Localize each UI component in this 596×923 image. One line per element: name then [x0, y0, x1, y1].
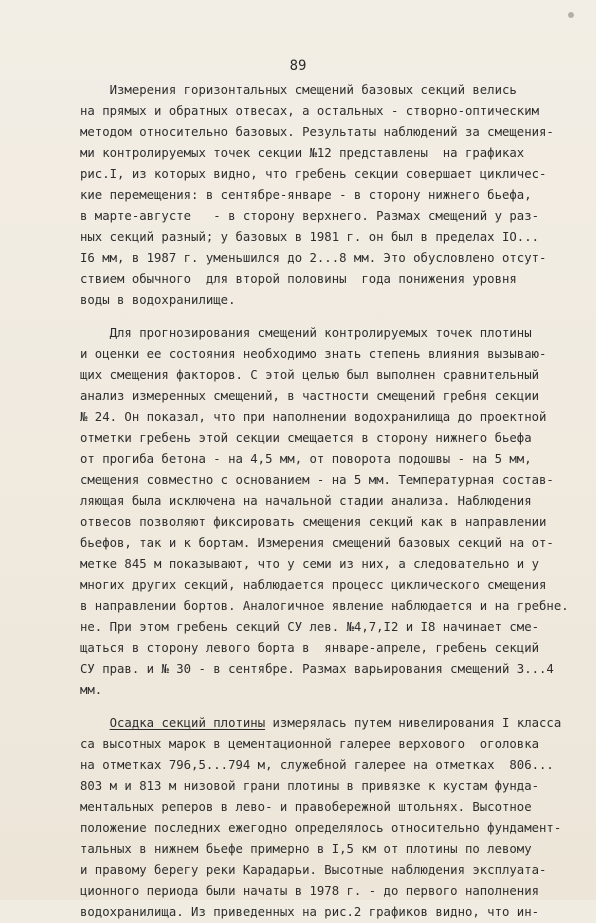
paragraph-line: на прямых и обратных отвесах, а остальных - створно-оптическим — [80, 104, 540, 118]
paragraph-line: ционного периода были начаты в 1978 г. - до первого наполнения — [80, 884, 540, 898]
paragraph-line: в марте-августе - в сторону верхнего. Размах смещений у раз- — [80, 209, 540, 223]
paragraph-line: отметки гребень этой секции смещается в сторону нижнего бьефа — [80, 431, 532, 445]
paragraph-line: СУ прав. и № 30 - в сентябре. Размах варьирования смещений 3...4 — [80, 662, 554, 676]
paragraph-line: ментальных реперов в лево- и правобережной штольнях. Высотное — [80, 800, 532, 814]
paragraph-line: анализ измеренных смещений, в частности смещений гребня секции — [80, 389, 540, 403]
paragraph-line: на отметках 796,5...794 м, служебной галерее на отметках 806... — [80, 758, 554, 772]
paragraph-line — [80, 713, 560, 734]
paragraph-line: отвесов позволяют фиксировать смещения секций как в направлении — [80, 515, 547, 529]
paragraph-line: I6 мм, в 1987 г. уменьшился до 2...8 мм. Это обусловлено отсут- — [80, 251, 547, 265]
paragraph-line: ляющая была исключена на начальной стадии анализа. Наблюдения — [80, 494, 532, 508]
paragraph-displacement-forecast — [80, 323, 569, 701]
page-number: 89 — [289, 58, 307, 74]
paragraph-line: мм. — [80, 683, 103, 697]
paragraph-line: ствием обычного для второй половины года понижения уровня — [80, 272, 517, 286]
paragraph-line: кие перемещения: в сентябре-январе - в сторону нижнего бьефа, — [80, 188, 532, 202]
paragraph-line: тальных в нижнем бьефе примерно в I,5 км от плотины по левому — [80, 842, 532, 856]
underlined-heading: Осадка секций плотины — [109, 716, 266, 730]
paragraph-line: и оценки ее состояния необходимо знать степень влияния вызываю- — [80, 347, 547, 361]
paragraph-section-settlement — [80, 713, 560, 923]
paragraph-line: са высотных марок в цементационной галерее верхового оголовка — [80, 737, 540, 751]
paragraph-line: № 24. Он показал, что при наполнении водохранилища до проектной — [80, 410, 547, 424]
paragraph-line: смещения совместно с основанием - на 5 мм. Температурная состав- — [80, 473, 554, 487]
paragraph-line: в направлении бортов. Аналогичное явление наблюдается и на гребне. — [80, 599, 569, 613]
paragraph-line: бьефов, так и к бортам. Измерения смещений базовых секций на от- — [80, 536, 554, 550]
paragraph-line: ных секций разный; у базовых в 1981 г. он был в пределах IO... — [80, 230, 540, 244]
paragraph-line: водохранилища. Из приведенных на рис.2 графиков видно, что ин- — [80, 905, 540, 919]
paragraph-line: метке 845 м показывают, что у семи из них, а следовательно и у — [80, 557, 540, 571]
paragraph-line: и правому берегу реки Карадарьи. Высотные наблюдения эксплуата- — [80, 863, 547, 877]
document-body — [80, 80, 569, 923]
paragraph-line: многих других секций, наблюдается процесс циклического смещения — [80, 578, 547, 592]
paragraph-line: Для прогнозирования смещений контролируемых точек плотины — [80, 326, 532, 340]
paragraph-line: Измерения горизонтальных смещений базовых секций велись — [80, 83, 517, 97]
paragraph-line: воды в водохранилище. — [80, 293, 236, 307]
paragraph-line: ми контролируемых точек секции №12 представлены на графиках — [80, 146, 525, 160]
heading-line-rest: измерялась путем нивелирования I класса — [265, 716, 562, 730]
paragraph-line: методом относительно базовых. Результаты наблюдений за смещения- — [80, 125, 554, 139]
paragraph-line: щаться в сторону левого борта в январе-апреле, гребень секций — [80, 641, 540, 655]
paragraph-line: щих смещения факторов. С этой целью был выполнен сравнительный — [80, 368, 540, 382]
paragraph-line: не. При этом гребень секций СУ лев. №4,7,I2 и I8 начинает сме- — [80, 620, 540, 634]
paragraph-horizontal-displacements — [80, 80, 560, 311]
corner-ink-mark — [568, 12, 574, 18]
paragraph-line: 803 м и 813 м низовой грани плотины в привязке к кустам фунда- — [80, 779, 540, 793]
paragraph-line: от прогиба бетона - на 4,5 мм, от поворота подошвы - на 5 мм, — [80, 452, 532, 466]
paragraph-line: рис.I, из которых видно, что гребень секции совершает цикличес- — [80, 167, 547, 181]
paragraph-line: положение последних ежегодно определялось относительно фундамент- — [80, 821, 562, 835]
